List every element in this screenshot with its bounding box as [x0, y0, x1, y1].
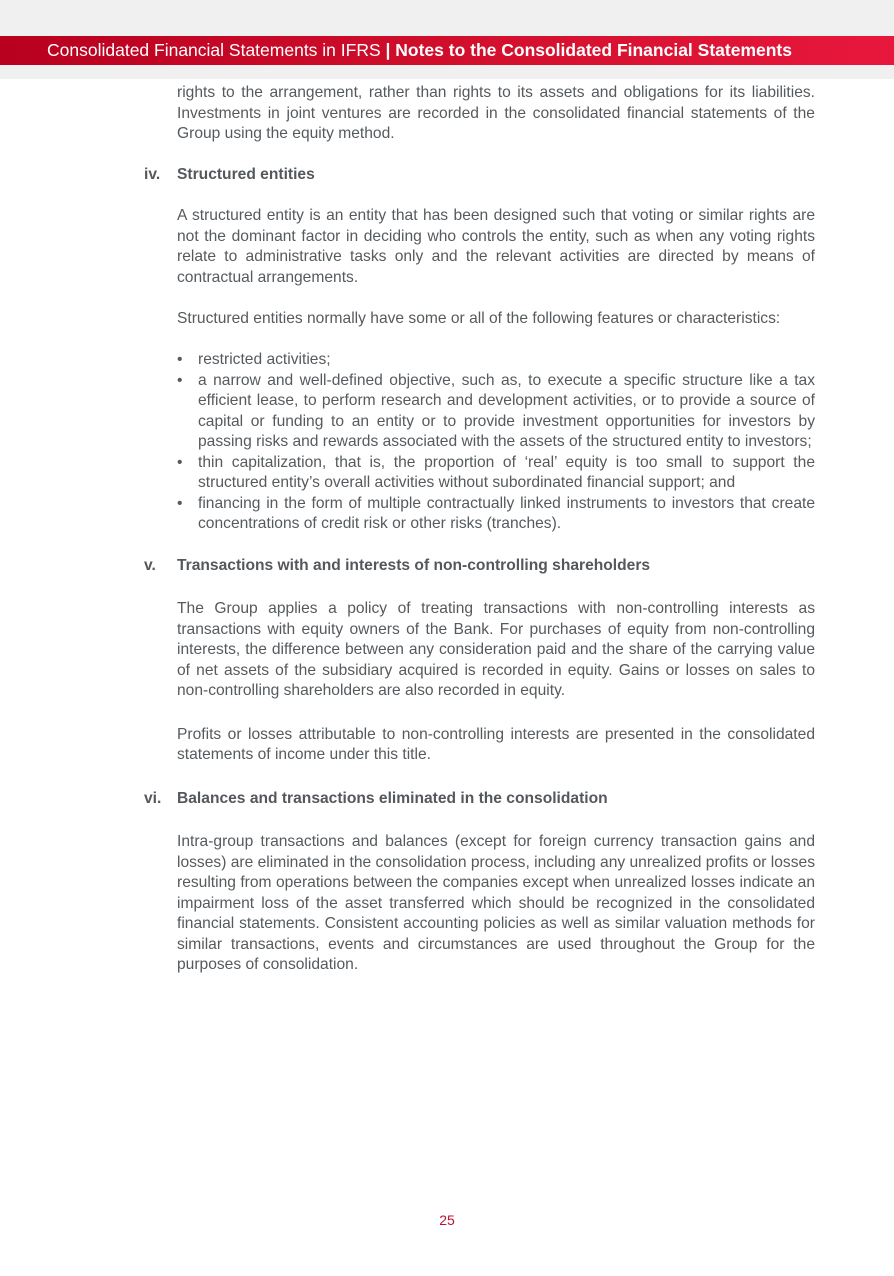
bullet-icon: • — [177, 351, 183, 368]
list-item — [177, 453, 815, 494]
paragraph-structured-entity-features: Structured entities normally have some or all of the following features or characteristics: — [177, 309, 781, 327]
section-number: iv. — [144, 166, 161, 183]
list-item-text: thin capitalization, that is, the proportion of ‘real’ equity is too small to support the structured entity’s overall activities without subordinated financial support; and — [198, 453, 815, 491]
intro-paragraph: rights to the arrangement, rather than rights to its assets and obligations for its liabilities. Investments in joint ventures are recorded in the consolidated financial statements of the Group using the equity method. — [177, 84, 815, 142]
section-title: Structured entities — [177, 166, 315, 183]
section-number: v. — [144, 556, 156, 574]
page-number: 25 — [439, 1212, 455, 1228]
paragraph-non-controlling-policy: The Group applies a policy of treating transactions with non-controlling interests as transactions with equity owners of the Bank. For purchases of equity from non-controlling interests, the difference between any consideration paid and the share of the carrying value of net assets of the subsidiary acquired is recorded in equity. Gains or losses on sales to non-controlling shareholders are also recorded in equity. — [177, 600, 815, 699]
list-item-text: a narrow and well-defined objective, such as, to execute a specific structure like a tax efficient lease, to perform research and development activities, or to provide a source of capital or funding to an entity or to provide investment opportunities for investors by passing risks and rewards associated with the assets of the structured entity to investors; — [198, 371, 815, 450]
header-right-title: Notes to the Consolidated Financial Statements — [395, 40, 792, 60]
paragraph-intra-group-eliminations: Intra-group transactions and balances (except for foreign currency transaction gains and losses) are eliminated in the consolidation process, including any unrealized profits or losses resulting from operations between the companies except when unrealized losses indicate an impairment loss of the asset transferred which should be recognized in the consolidated financial statements. Consistent accounting policies as well as similar valuation methods for similar transactions, events and circumstances are used throughout the Group for the purposes of consolidation. — [177, 833, 815, 973]
paragraph-non-controlling-profits: Profits or losses attributable to non-controlling interests are presented in the consolidated statements of income under this title. — [177, 725, 815, 763]
header-left-title: Consolidated Financial Statements in IFRS — [47, 40, 381, 60]
section-number: vi. — [144, 789, 162, 807]
section-heading-consolidation-eliminations — [144, 789, 815, 810]
section-heading-non-controlling-shareholders — [144, 556, 815, 577]
features-bullet-list — [177, 350, 815, 535]
bullet-icon: • — [177, 371, 183, 389]
list-item-text: financing in the form of multiple contractually linked instruments to investors that create concentrations of credit risk or other risks (tranches). — [198, 494, 815, 532]
top-margin-strip — [0, 0, 894, 36]
section-title: Transactions with and interests of non-controlling shareholders — [177, 556, 651, 574]
list-item — [177, 494, 815, 535]
header-under-strip — [0, 65, 894, 79]
paragraph-structured-entity-definition: A structured entity is an entity that has been designed such that voting or similar rights are not the dominant factor in deciding who controls the entity, such as when any voting rights relate to administrative tasks only and the relevant activities are directed by means of contractual arrangements. — [177, 207, 815, 286]
page-header-banner — [0, 36, 894, 65]
section-title: Balances and transactions eliminated in the consolidation — [177, 789, 608, 807]
list-item-text: restricted activities; — [198, 351, 331, 368]
section-heading-structured-entities — [144, 165, 815, 186]
document-body — [144, 83, 815, 976]
list-item — [177, 350, 815, 371]
page-header-title — [47, 36, 792, 65]
header-separator: | — [380, 40, 396, 60]
list-item — [177, 371, 815, 453]
bullet-icon: • — [177, 494, 183, 512]
bullet-icon: • — [177, 453, 183, 471]
